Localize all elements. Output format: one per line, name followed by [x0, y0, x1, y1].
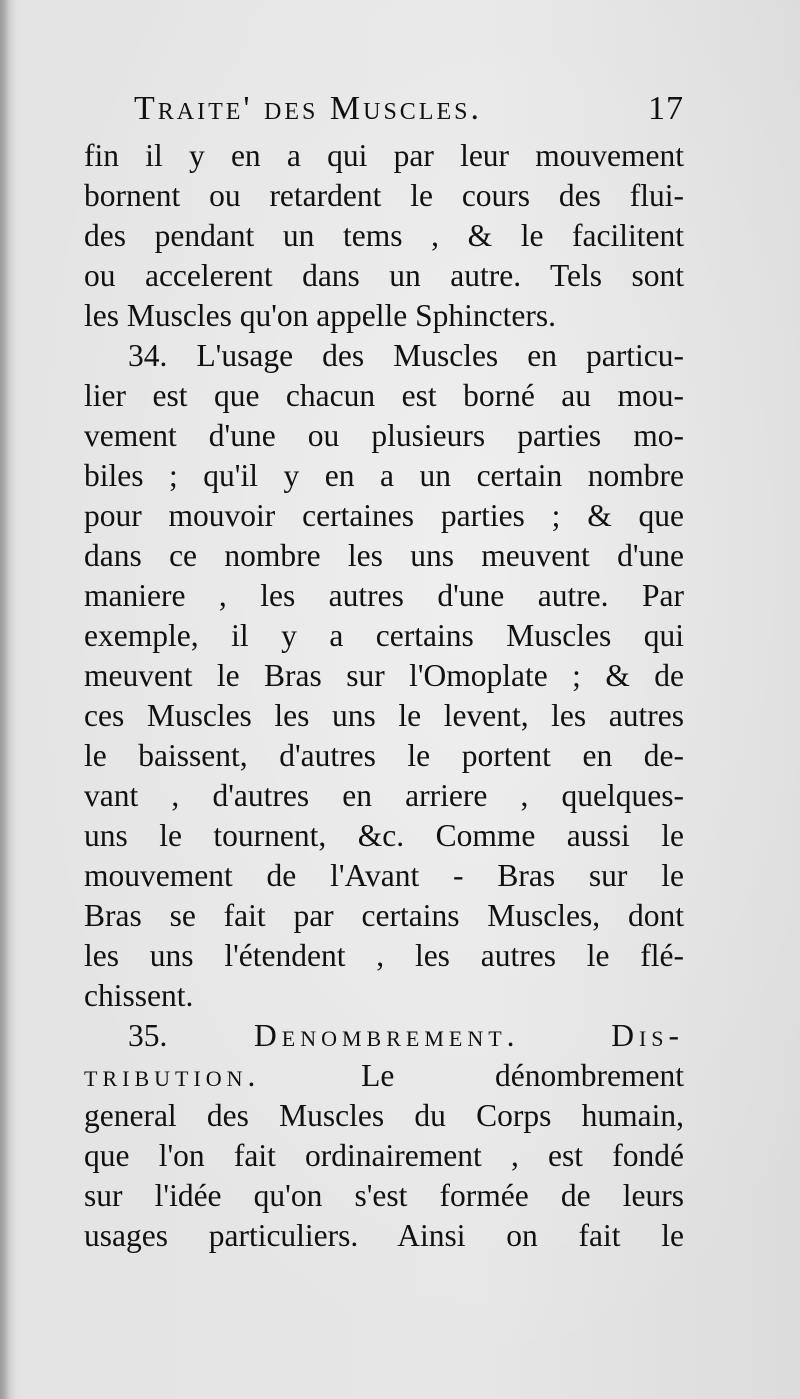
- text-fragment: Le dénombrement: [361, 1058, 684, 1093]
- section-heading: Denombrement. Dis-: [254, 1018, 684, 1053]
- text-line: lier est que chacun est borné au mou-: [84, 378, 684, 413]
- text-line: exemple, il y a certains Muscles qui: [84, 618, 684, 653]
- text-line: general des Muscles du Corps humain,: [84, 1098, 684, 1133]
- text-line: meuvent le Bras sur l'Omoplate ; & de: [84, 658, 684, 693]
- section-heading-continued: tribution.: [84, 1058, 261, 1093]
- text-line: bornent ou retardent le cours des flui-: [84, 178, 684, 213]
- text-line: que l'on fait ordinairement , est fondé: [84, 1138, 684, 1173]
- paragraph-continuation: [84, 136, 684, 336]
- text-block: [84, 90, 684, 1256]
- section-number: 35.: [128, 1018, 168, 1053]
- page-number: 17: [648, 90, 684, 127]
- text-line: usages particuliers. Ainsi on fait le: [84, 1218, 684, 1253]
- text-line: dans ce nombre les uns meuvent d'une: [84, 538, 684, 573]
- running-head-title: Traite' des Muscles.: [134, 90, 482, 127]
- text-line: les uns l'étendent , les autres le flé-: [84, 938, 684, 973]
- text-line: les Muscles qu'on appelle Sphincters.: [84, 298, 556, 333]
- text-line: pour mouvoir certaines parties ; & que: [84, 498, 684, 533]
- paragraph-35: [84, 1016, 684, 1256]
- section-heading-line: [84, 1016, 684, 1056]
- text-line: ces Muscles les uns le levent, les autres: [84, 698, 684, 733]
- text-line: 34. L'usage des Muscles en particu-: [128, 338, 684, 373]
- text-line: mouvement de l'Avant - Bras sur le: [84, 858, 684, 893]
- text-line: le baissent, d'autres le portent en de-: [84, 738, 684, 773]
- text-line: sur l'idée qu'on s'est formée de leurs: [84, 1178, 684, 1213]
- text-line: maniere , les autres d'une autre. Par: [84, 578, 684, 613]
- running-head: [84, 90, 684, 136]
- page-gutter-shadow: [0, 0, 10, 1399]
- text-line: chissent.: [84, 978, 194, 1013]
- text-line: des pendant un tems , & le facilitent: [84, 218, 684, 253]
- text-line: fin il y en a qui par leur mouvement: [84, 138, 684, 173]
- paragraph-34: [84, 336, 684, 1016]
- section-heading-line: [84, 1056, 684, 1096]
- text-line: uns le tournent, &c. Comme aussi le: [84, 818, 684, 853]
- text-line: ou accelerent dans un autre. Tels sont: [84, 258, 684, 293]
- text-line: biles ; qu'il y en a un certain nombre: [84, 458, 684, 493]
- text-line: vant , d'autres en arriere , quelques-: [84, 778, 684, 813]
- text-line: Bras se fait par certains Muscles, dont: [84, 898, 684, 933]
- text-line: vement d'une ou plusieurs parties mo-: [84, 418, 684, 453]
